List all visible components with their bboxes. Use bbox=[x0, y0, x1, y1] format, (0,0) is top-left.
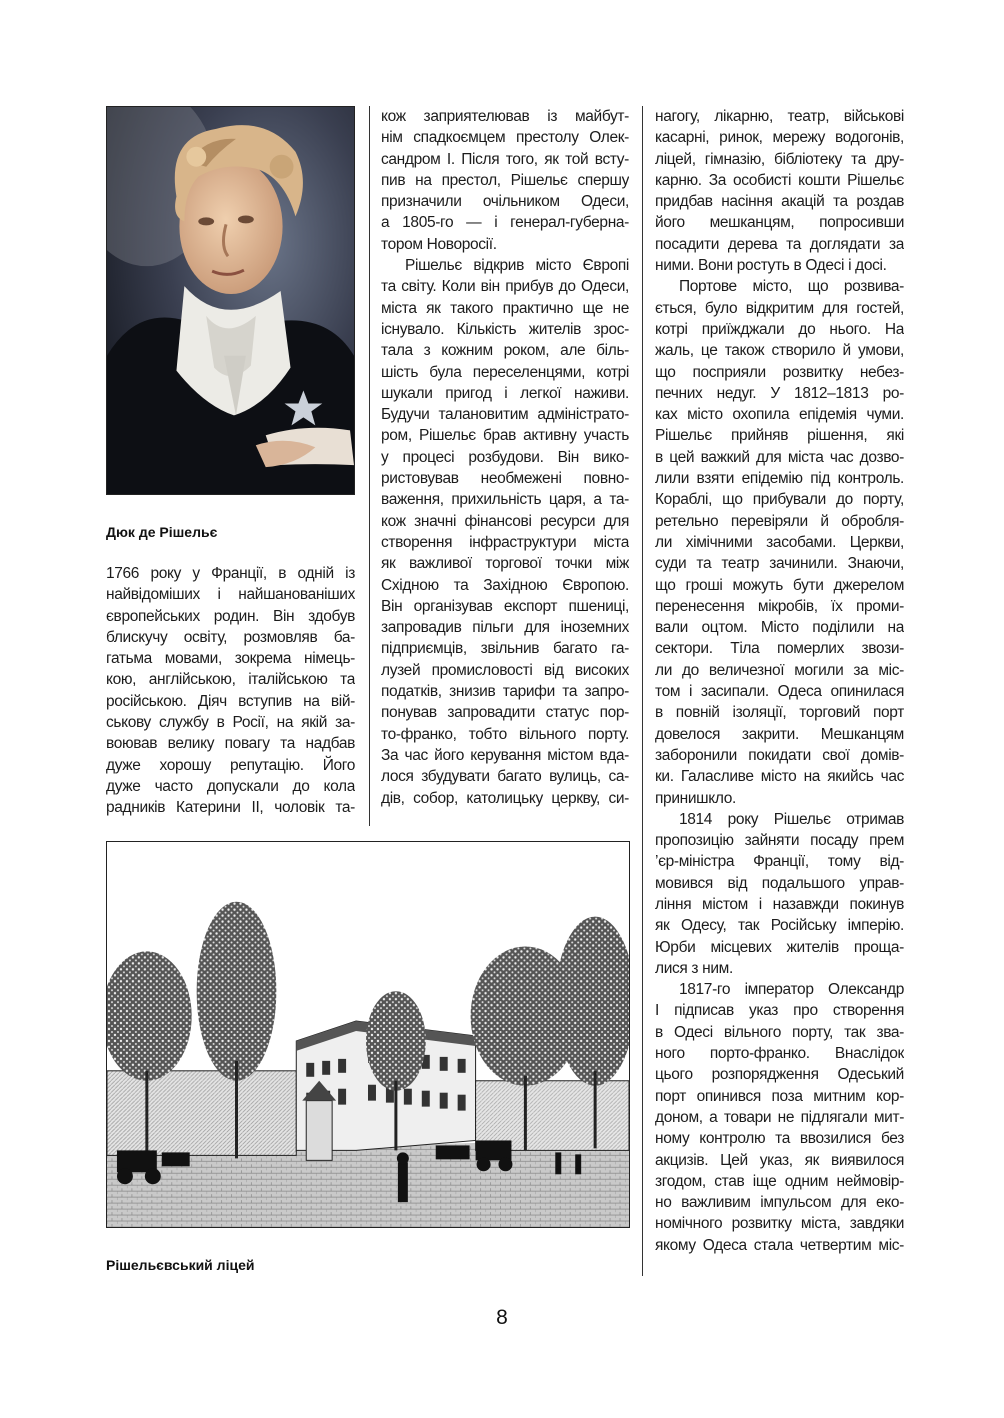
column-divider-1 bbox=[369, 106, 370, 826]
text-line: дуже часто допускали до кола bbox=[106, 777, 355, 795]
text-line: лося збудувати багато вулиць, са- bbox=[381, 768, 629, 786]
text-line: Юрби місцевих жителів проща- bbox=[655, 938, 904, 956]
text-line: підприємців, звільнив багато га- bbox=[381, 640, 629, 658]
text-line: цього розпорядження Одеський bbox=[655, 1066, 904, 1084]
text-line: ліцей, гімназію, бібліотеку та дру- bbox=[655, 150, 904, 168]
text-line: 1814 року Рішельє отримав bbox=[679, 810, 904, 828]
text-line: нім спадкоємцем престолу Олек- bbox=[381, 129, 629, 147]
text-line: в Одесі вільного порту, так зва- bbox=[655, 1023, 904, 1041]
lyceum-caption: Рішельєвський ліцей bbox=[106, 1257, 255, 1273]
text-line: Кораблі, що прибували до порту, bbox=[655, 491, 904, 509]
text-line: придбав насіння акацій та роздав bbox=[655, 193, 904, 211]
text-line: Він організував експорт пшениці, bbox=[381, 597, 629, 615]
text-line: заборонили покидати свої домів- bbox=[655, 746, 904, 764]
text-line: 1817-го імператор Олександр bbox=[679, 981, 904, 999]
text-line: ретельно перевіряли й обробля- bbox=[655, 512, 904, 530]
text-line: ки. Галасливе місто на якийсь час bbox=[655, 768, 904, 786]
text-line: касарні, ринок, мережу водогонів, bbox=[655, 129, 904, 147]
text-line: міста як такого практично ще не bbox=[381, 299, 629, 317]
text-line: тала з кожним роком, але біль- bbox=[381, 342, 629, 360]
text-line: в повній ізоляції, торговий порт bbox=[655, 704, 904, 722]
text-line: шукали пригод і легкої наживи. bbox=[381, 384, 629, 402]
text-line: призначили очільником Одеси, bbox=[381, 193, 629, 211]
text-line: блискучу освіту, розмовляв ба- bbox=[106, 628, 355, 646]
text-line: та світу. Коли він прибув до Одеси, bbox=[381, 278, 629, 296]
text-line: мовився від подальшого управ- bbox=[655, 874, 904, 892]
text-line: сектори. Тіла померлих звози- bbox=[655, 640, 904, 658]
text-line: існувало. Кількість жителів зрос- bbox=[381, 320, 629, 338]
text-line: печних недуг. У 1812–1813 ро- bbox=[655, 384, 904, 402]
text-line: дуже хорошу репутацію. Його bbox=[106, 756, 355, 774]
text-line: сандром І. Після того, як той всту- bbox=[381, 150, 629, 168]
text-line: лили взяти епідемію під контроль. bbox=[655, 470, 904, 488]
text-line: І підписав указ про створення bbox=[655, 1002, 904, 1020]
text-line: ристовував необмежені повно- bbox=[381, 470, 629, 488]
text-line: згодом, став іще одним неймовір- bbox=[655, 1172, 904, 1190]
text-line: акцизів. Цей указ, як виявилося bbox=[655, 1151, 904, 1169]
text-line: що посприяли розвитку небез- bbox=[655, 363, 904, 381]
text-line: том і засипали. Одеса опинилася bbox=[655, 683, 904, 701]
text-line: лися з ним. bbox=[655, 959, 733, 977]
text-line: ськову службу в Росії, на якій за- bbox=[106, 714, 355, 732]
text-line: ли хімічними засобами. Церкви, bbox=[655, 533, 904, 551]
text-line: ’єр-міністра Франції, тому від- bbox=[655, 853, 904, 871]
text-line: гатьма мовами, зокрема німець- bbox=[106, 650, 355, 668]
text-line: вали оцтом. Місто поділили на bbox=[655, 619, 904, 637]
text-line: запровадив пільги для іноземних bbox=[381, 619, 629, 637]
text-line: європейських родин. Він здобув bbox=[106, 607, 355, 625]
text-line: що гроші можуть бути джерелом bbox=[655, 576, 904, 594]
text-line: принишкло. bbox=[655, 789, 736, 807]
text-line: котрі приїжджали до нього. На bbox=[655, 320, 904, 338]
text-line: якому Одеса стала четвертим міс- bbox=[655, 1236, 904, 1254]
text-line: кож значні фінансові ресурси для bbox=[381, 512, 629, 530]
text-line: но важливим імпульсом для еко- bbox=[655, 1194, 904, 1212]
text-line: 1766 року у Франції, в одній із bbox=[106, 565, 355, 582]
text-line: воював велику повагу та надбав bbox=[106, 735, 355, 753]
text-line: кою, англійською, італійською та bbox=[106, 671, 355, 689]
text-line: доном, а товари не підлягали мит- bbox=[655, 1108, 904, 1126]
text-line: як Одесу, так Російську імперію. bbox=[655, 917, 904, 935]
text-line: Рішельє прийняв рішення, які bbox=[655, 427, 904, 445]
text-line: його мешканцям, попросивши bbox=[655, 214, 904, 232]
text-line: пив на престол, Рішельє спершу bbox=[381, 171, 629, 189]
text-line: ках місто охопила епідемія чуми. bbox=[655, 406, 904, 424]
text-line: нагогу, лікарню, театр, військові bbox=[655, 108, 904, 125]
text-line: ли до величезної могили за міс- bbox=[655, 661, 904, 679]
text-line: ному контролю та ввозилися без bbox=[655, 1130, 904, 1148]
text-column-3 bbox=[655, 106, 904, 1256]
text-line: номічного розвитку міста, завдяки bbox=[655, 1215, 904, 1233]
text-line: посадити дерева та доглядати за bbox=[655, 235, 904, 253]
text-line: російською. Діяч вступив на вій- bbox=[106, 692, 355, 710]
text-line: створення інфраструктури міста bbox=[381, 533, 629, 551]
text-line: то-франко, тобто вільного порту. bbox=[381, 725, 629, 743]
text-line: податків, знизив тарифи та запро- bbox=[381, 683, 629, 701]
text-line: довелося закрити. Мешканцям bbox=[655, 725, 904, 743]
column-divider-2 bbox=[642, 106, 643, 1276]
text-line: а 1805-го — і генерал-губерна- bbox=[381, 214, 629, 232]
text-line: ління містом і назавжди покинув bbox=[655, 895, 904, 913]
text-line: дів, собор, католицьку церкву, си- bbox=[381, 789, 629, 807]
text-line: шість була переселенцями, котрі bbox=[381, 363, 629, 381]
text-line: в цей важкий для міста час дозво- bbox=[655, 448, 904, 466]
text-line: Східною та Західною Європою. bbox=[381, 576, 629, 594]
text-line: радників Катерини ІІ, чоловік та- bbox=[106, 799, 355, 817]
lyceum-engraving-image bbox=[106, 841, 630, 1228]
text-line: перенесення мікробів, їх проми- bbox=[655, 597, 904, 615]
portrait-image bbox=[106, 106, 355, 495]
text-line: як важливої торгової точки між bbox=[381, 555, 629, 573]
text-line: ром, Рішельє брав активну участь bbox=[381, 427, 629, 445]
text-line: суди та театр зачинили. Знаючи, bbox=[655, 555, 904, 573]
text-line: ється, було відкритим для гостей, bbox=[655, 299, 904, 317]
text-line: найвідоміших і найшанованіших bbox=[106, 586, 355, 604]
text-line: Будучи талановитим адміністрато- bbox=[381, 406, 629, 424]
text-line: понував запровадити статус пор- bbox=[381, 704, 629, 722]
text-line: пропозицію зайняти посаду прем bbox=[655, 832, 904, 850]
text-line: ного порто-франко. Внаслідок bbox=[655, 1045, 904, 1063]
text-line: карню. За особисті кошти Рішельє bbox=[655, 171, 904, 189]
text-line: Рішельє відкрив місто Європі bbox=[405, 257, 629, 275]
text-line: у процесі розбудови. Він вико- bbox=[381, 448, 629, 466]
text-line: ними. Вони ростуть в Одесі і досі. bbox=[655, 257, 887, 275]
portrait-caption: Дюк де Рішельє bbox=[106, 524, 218, 540]
text-column-1 bbox=[106, 563, 355, 819]
text-line: За час його керування містом вда- bbox=[381, 746, 629, 764]
text-line: важення, прихильність царя, а та- bbox=[381, 491, 629, 509]
text-column-2 bbox=[381, 106, 629, 809]
text-line: кож заприятелював із майбут- bbox=[381, 108, 629, 125]
text-line: Портове місто, що розвива- bbox=[679, 278, 904, 296]
text-line: лузей промисловості від високих bbox=[381, 661, 629, 679]
text-line: тором Новоросії. bbox=[381, 235, 497, 253]
text-line: порт опинився поза митним кор- bbox=[655, 1087, 904, 1105]
text-line: жаль, це також створило й умови, bbox=[655, 342, 904, 360]
page-number: 8 bbox=[496, 1306, 508, 1329]
